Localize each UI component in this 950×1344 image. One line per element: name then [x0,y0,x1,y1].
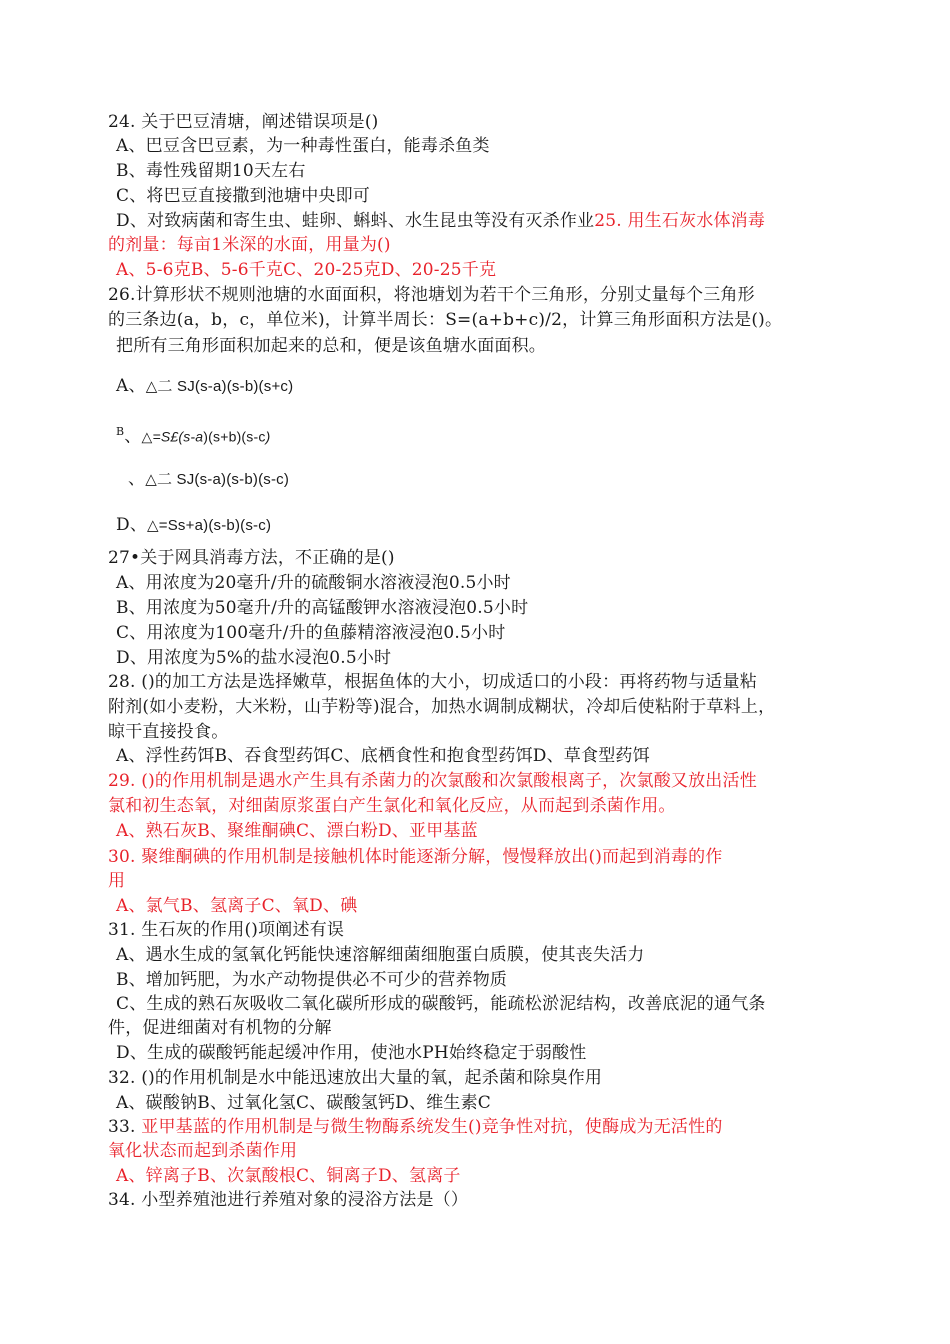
q33-options: A、锌离子B、次氯酸根C、铜离子D、氢离子 [116,1166,461,1186]
q28-stem-line2: 附剂(如小麦粉，大米粉，山芋粉等)混合，加热水调制成糊状，冷却后使粘附于草料上， [108,697,776,717]
q26-stem-line3: 把所有三角形面积加起来的总和，便是该鱼塘水面面积。 [116,336,546,356]
q25-stem-part1: 25. 用生石灰水体消毒 [594,211,766,231]
q31-stem: 31. 生石灰的作用()项阐述有误 [108,920,345,940]
q30-options: A、氯气B、氢离子C、氧D、碘 [116,896,358,916]
q26-option-b-formula-part3: ) [265,428,271,445]
q27-stem: 27•关于网具消毒方法，不正确的是() [108,548,395,568]
q28-stem-line3: 晾干直接投食。 [108,722,229,742]
q27-option-d: D、用浓度为5%的盐水浸泡0.5小时 [116,648,392,668]
q26-option-b-prefix: B [116,425,125,438]
q26-stem-line1: 26.计算形状不规则池塘的水面面积，将池塘划为若干个三角形，分别丈量每个三角形 [108,285,755,305]
q29-options: A、熟石灰B、聚维酮碘C、漂白粉D、亚甲基蓝 [116,821,478,841]
q31-option-c-line2: 件，促进细菌对有机物的分解 [108,1018,332,1038]
q26-option-b-formula-part1: △=S£(s-a [141,428,204,445]
q27-option-c: C、用浓度为100毫升/升的鱼藤精溶液浸泡0.5小时 [116,623,506,643]
q26-option-c [128,467,289,491]
q29-stem-line2: 氯和初生态氧，对细菌原浆蛋白产生氯化和氧化反应，从而起到杀菌作用。 [108,796,676,816]
q24-option-b: B、毒性残留期10天左右 [116,161,306,181]
q26-option-b [116,420,271,447]
q26-option-a [116,374,293,398]
q26-option-a-formula: △二 SJ(s-a)(s-b)(s+c) [145,378,294,395]
q33-number: 33. [108,1117,142,1137]
q24-option-a: A、巴豆含巴豆素，为一种毒性蛋白，能毒杀鱼类 [116,136,490,156]
q33-stem-line1 [108,1115,723,1139]
q26-option-b-sep: 、 [124,426,142,447]
q26-option-d-formula: △=Ss+a)(s-b)(s-c) [147,517,272,534]
q24-option-d: D、对致病菌和寄生虫、蛙卵、蝌蚪、水生昆虫等没有灭杀作业 [116,211,595,231]
q34-stem: 34. 小型养殖池进行养殖对象的浸浴方法是（） [108,1190,469,1210]
q26-option-a-prefix: A、 [116,376,146,396]
q33-stem-line1-text [108,1117,723,1137]
q25-options: A、5-6克B、5-6千克C、20-25克D、20-25千克 [116,260,497,280]
q27-option-a: A、用浓度为20毫升/升的硫酸铜水溶液浸泡0.5小时 [116,573,511,593]
q24-stem: 24. 关于巴豆清塘，阐述错误项是() [108,112,379,132]
q26-option-b-formula-part2: )(s+b)(s-c [203,428,266,445]
q31-option-b: B、增加钙肥，为水产动物提供必不可少的营养物质 [116,970,508,990]
q30-stem-line2: 用 [108,871,126,891]
q33-stem-line2: 氧化状态而起到杀菌作用 [108,1141,298,1161]
q26-stem-line2: 的三条边(a，b，c，单位米)，计算半周长：S=(a+b+c)/2，计算三角形面积方法是()。 [108,310,783,330]
q26-option-d [116,513,271,537]
q24-option-c: C、将巴豆直接撒到池塘中央即可 [116,186,371,206]
q27-option-b: B、用浓度为50毫升/升的高锰酸钾水溶液浸泡0.5小时 [116,598,529,618]
q26-option-c-formula: △二 SJ(s-a)(s-b)(s-c) [145,471,290,488]
q31-option-d: D、生成的碳酸钙能起缓冲作用，使池水PH始终稳定于弱酸性 [116,1043,587,1063]
q26-option-d-prefix: D、 [116,515,148,535]
q26-option-c-prefix: 、 [128,469,146,489]
q28-stem-line1: 28. ()的加工方法是选择嫩草，根据鱼体的大小，切成适口的小段：再将药物与适量粘 [108,672,757,692]
q26-option-b-formula [142,429,271,445]
q33-stem-line1-body: 亚甲基蓝的作用机制是与微生物酶系统发生()竞争性对抗，使酶成为无活性的 [141,1117,723,1137]
q25-stem-part2: 的剂量：每亩1米深的水面，用量为() [108,235,391,255]
q28-options: A、浮性药饵B、吞食型药饵C、底栖食性和抱食型药饵D、草食型药饵 [116,746,650,766]
q30-stem-line1: 30. 聚维酮碘的作用机制是接触机体时能逐渐分解，慢慢释放出()而起到消毒的作 [108,847,723,867]
q31-option-c-line1: C、生成的熟石灰吸收二氧化碳所形成的碳酸钙，能疏松淤泥结构，改善底泥的通气条 [116,994,766,1014]
q32-options: A、碳酸钠B、过氧化氢C、碳酸氢钙D、维生素C [116,1093,492,1113]
q24-option-d-line [116,209,765,233]
q32-stem: 32. ()的作用机制是水中能迅速放出大量的氧，起杀菌和除臭作用 [108,1068,603,1088]
q31-option-a: A、遇水生成的氢氧化钙能快速溶解细菌细胞蛋白质膜，使其丧失活力 [116,945,645,965]
q29-stem-line1: 29. ()的作用机制是遇水产生具有杀菌力的次氯酸和次氯酸根离子，次氯酸又放出活性 [108,771,757,791]
